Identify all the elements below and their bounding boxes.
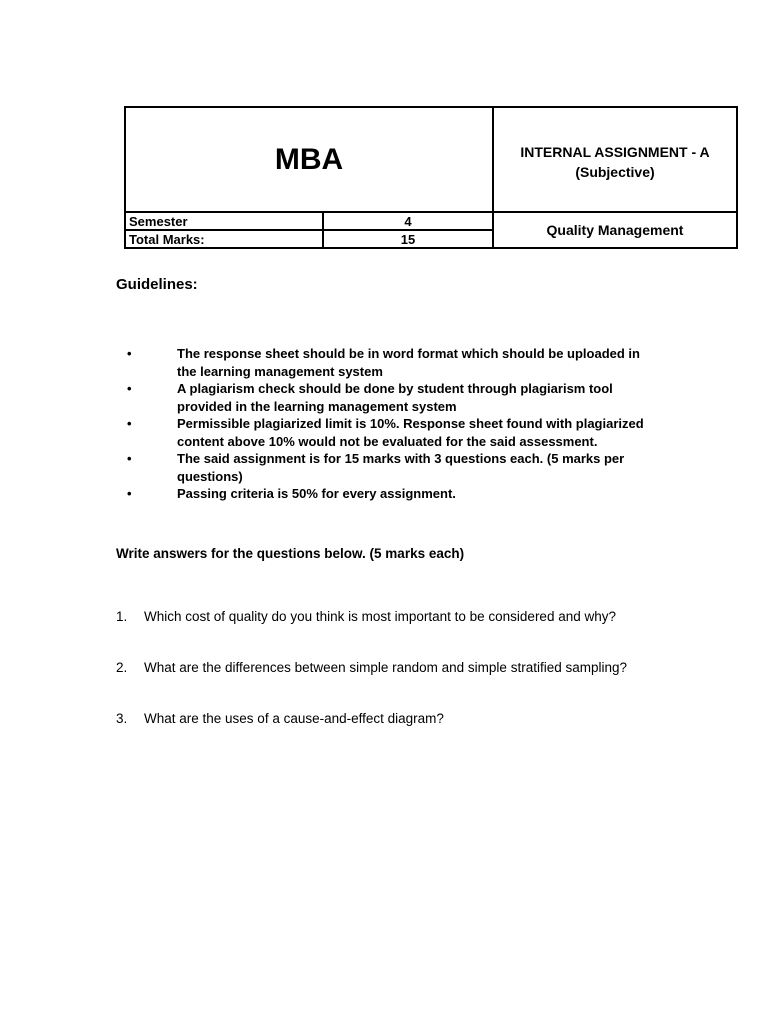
bullet-icon: • xyxy=(127,381,132,396)
header-table xyxy=(124,106,738,249)
assignment-type: (Subjective) xyxy=(575,164,655,180)
question-number: 1. xyxy=(116,609,128,624)
guideline-item xyxy=(124,380,654,415)
guideline-text: The response sheet should be in word format which should be uploaded in the learning management system xyxy=(177,346,640,379)
question-text: Which cost of quality do you think is most important to be considered and why? xyxy=(144,609,616,624)
total-marks-value: 15 xyxy=(400,231,416,247)
total-marks-label-cell xyxy=(124,229,324,249)
guideline-item xyxy=(124,415,654,450)
semester-label-cell xyxy=(124,211,324,231)
questions-list xyxy=(116,608,676,761)
guideline-item xyxy=(124,450,654,485)
subject-cell xyxy=(492,211,738,249)
bullet-icon: • xyxy=(127,486,132,501)
question-item xyxy=(116,608,676,626)
total-marks-label: Total Marks: xyxy=(129,231,205,247)
program-cell xyxy=(124,106,494,213)
guidelines-list xyxy=(124,345,654,503)
question-item xyxy=(116,710,676,728)
question-item xyxy=(116,659,676,677)
question-text: What are the uses of a cause-and-effect diagram? xyxy=(144,711,444,726)
assignment-title-cell xyxy=(492,106,738,213)
semester-label: Semester xyxy=(129,213,188,229)
semester-value: 4 xyxy=(404,213,412,229)
semester-value-cell xyxy=(322,211,494,231)
guideline-text: The said assignment is for 15 marks with 3 questions each. (5 marks per questions) xyxy=(177,451,625,484)
guideline-item xyxy=(124,345,654,380)
subject-name: Quality Management xyxy=(546,222,684,238)
question-text: What are the differences between simple random and simple stratified sampling? xyxy=(144,660,628,675)
bullet-icon: • xyxy=(127,346,132,361)
guideline-item xyxy=(124,485,654,503)
total-marks-value-cell xyxy=(322,229,494,249)
questions-instruction: Write answers for the questions below. (5 marks each) xyxy=(116,546,465,561)
guideline-text: A plagiarism check should be done by student through plagiarism tool provided in the learning management system xyxy=(177,381,613,414)
bullet-icon: • xyxy=(127,416,132,431)
program-title: MBA xyxy=(274,142,344,176)
question-number: 3. xyxy=(116,711,128,726)
guideline-text: Passing criteria is 50% for every assignment. xyxy=(177,486,456,501)
guideline-text: Permissible plagiarized limit is 10%. Response sheet found with plagiarized content above 10% would not be evaluated for the said assessment. xyxy=(177,416,644,449)
assignment-title: INTERNAL ASSIGNMENT - A xyxy=(520,144,710,160)
guidelines-heading: Guidelines: xyxy=(116,276,198,293)
bullet-icon: • xyxy=(127,451,132,466)
question-number: 2. xyxy=(116,660,128,675)
